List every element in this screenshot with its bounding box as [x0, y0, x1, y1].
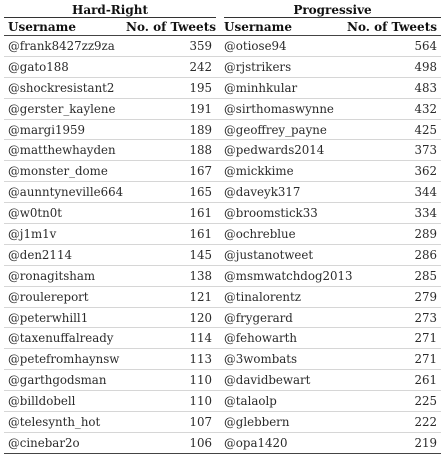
progressive-tweet-count: 271: [414, 352, 437, 367]
table-row: [4, 161, 441, 182]
table-body: [4, 36, 441, 454]
top-users-table: [4, 2, 441, 454]
group-header-hard-right: Hard-Right: [4, 2, 220, 18]
table-row: [4, 98, 441, 119]
hard-right-username: @gato188: [8, 59, 69, 74]
hard-right-username: @gerster_kaylene: [8, 101, 116, 116]
progressive-tweet-count: 344: [414, 185, 437, 200]
progressive-tweet-count: 279: [414, 289, 437, 304]
hard-right-tweet-count: 359: [189, 38, 212, 53]
hard-right-tweet-count: 161: [189, 226, 212, 241]
progressive-username: @otiose94: [224, 38, 287, 53]
progressive-tweet-count: 425: [414, 122, 437, 137]
progressive-username: @fehowarth: [224, 331, 297, 346]
progressive-username: @justanotweet: [224, 247, 314, 262]
table-row: [4, 391, 441, 412]
hard-right-tweet-count: 188: [189, 143, 212, 158]
hard-right-username: @roulereport: [8, 289, 89, 304]
progressive-username: @pedwards2014: [224, 143, 325, 158]
progressive-username: @opa1420: [224, 435, 288, 450]
progressive-username: @rjstrikers: [224, 59, 292, 74]
hard-right-tweet-count: 167: [189, 164, 212, 179]
table-row: [4, 412, 441, 433]
progressive-username: @glebbern: [224, 414, 290, 429]
hard-right-username: @cinebar2o: [8, 435, 80, 450]
table-row: [4, 140, 441, 161]
column-header-username-progressive: Username: [220, 18, 335, 36]
table-row: [4, 432, 441, 453]
hard-right-username: @matthewhayden: [8, 143, 116, 158]
table-row: [4, 265, 441, 286]
table-row: [4, 286, 441, 307]
progressive-username: @sirthomaswynne: [224, 101, 334, 116]
hard-right-tweet-count: 189: [189, 122, 212, 137]
hard-right-tweet-count: 195: [189, 80, 212, 95]
progressive-tweet-count: 273: [414, 310, 437, 325]
column-header-row: [4, 18, 441, 36]
hard-right-username: @garthgodsman: [8, 373, 107, 388]
progressive-tweet-count: 225: [414, 394, 437, 409]
hard-right-tweet-count: 120: [189, 310, 212, 325]
hard-right-username: @telesynth_hot: [8, 414, 101, 429]
table-row: [4, 36, 441, 57]
hard-right-username: @shockresistant2: [8, 80, 115, 95]
progressive-tweet-count: 362: [414, 164, 437, 179]
table-row: [4, 224, 441, 245]
progressive-tweet-count: 432: [414, 101, 437, 116]
hard-right-username: @aunntyneville664: [8, 185, 124, 200]
column-header-tweets-hard-right: No. of Tweets: [114, 18, 220, 36]
progressive-tweet-count: 271: [414, 331, 437, 346]
table-row: [4, 203, 441, 224]
table-row: [4, 182, 441, 203]
progressive-username: @minhkular: [224, 80, 298, 95]
hard-right-username: @frank8427zz9za: [8, 38, 115, 53]
hard-right-tweet-count: 110: [189, 373, 212, 388]
hard-right-tweet-count: 145: [189, 247, 212, 262]
hard-right-username: @margi1959: [8, 122, 86, 137]
table-row: [4, 77, 441, 98]
progressive-username: @talaolp: [224, 394, 277, 409]
table-row: [4, 244, 441, 265]
hard-right-tweet-count: 113: [189, 352, 212, 367]
progressive-tweet-count: 289: [414, 226, 437, 241]
table-row: [4, 56, 441, 77]
table-row: [4, 349, 441, 370]
progressive-username: @msmwatchdog2013: [224, 268, 353, 283]
table-row: [4, 370, 441, 391]
hard-right-tweet-count: 191: [189, 101, 212, 116]
hard-right-username: @petefromhaynsw: [8, 352, 120, 367]
hard-right-tweet-count: 165: [189, 185, 212, 200]
table-row: [4, 119, 441, 140]
hard-right-username: @taxenuffalready: [8, 331, 114, 346]
progressive-tweet-count: 564: [414, 38, 437, 53]
progressive-tweet-count: 286: [414, 247, 437, 262]
hard-right-username: @ronagitsham: [8, 268, 96, 283]
progressive-username: @geoffrey_payne: [224, 122, 327, 137]
hard-right-username: @peterwhill1: [8, 310, 89, 325]
hard-right-tweet-count: 114: [189, 331, 212, 346]
hard-right-tweet-count: 242: [189, 59, 212, 74]
progressive-username: @tinalorentz: [224, 289, 301, 304]
hard-right-tweet-count: 107: [189, 414, 212, 429]
progressive-tweet-count: 498: [414, 59, 437, 74]
hard-right-username: @monster_dome: [8, 164, 108, 179]
progressive-username: @frygerard: [224, 310, 293, 325]
hard-right-tweet-count: 110: [189, 394, 212, 409]
progressive-tweet-count: 222: [414, 414, 437, 429]
hard-right-tweet-count: 161: [189, 206, 212, 221]
progressive-username: @3wombats: [224, 352, 298, 367]
progressive-username: @mickkime: [224, 164, 294, 179]
hard-right-tweet-count: 138: [189, 268, 212, 283]
group-header-progressive: Progressive: [220, 2, 441, 18]
progressive-username: @broomstick33: [224, 206, 318, 221]
progressive-tweet-count: 373: [414, 143, 437, 158]
hard-right-tweet-count: 121: [189, 289, 212, 304]
hard-right-username: @den2114: [8, 247, 72, 262]
progressive-tweet-count: 219: [414, 435, 437, 450]
progressive-tweet-count: 334: [414, 206, 437, 221]
column-header-tweets-progressive: No. of Tweets: [335, 18, 441, 36]
progressive-tweet-count: 483: [414, 80, 437, 95]
hard-right-tweet-count: 106: [189, 435, 212, 450]
progressive-tweet-count: 285: [414, 268, 437, 283]
progressive-tweet-count: 261: [414, 373, 437, 388]
progressive-username: @davidbewart: [224, 373, 311, 388]
table-row: [4, 328, 441, 349]
hard-right-username: @j1m1v: [8, 226, 57, 241]
table-row: [4, 307, 441, 328]
hard-right-username: @w0tn0t: [8, 206, 62, 221]
column-header-username-hard-right: Username: [4, 18, 114, 36]
progressive-username: @ochreblue: [224, 226, 296, 241]
hard-right-username: @billdobell: [8, 394, 76, 409]
progressive-username: @daveyk317: [224, 185, 301, 200]
group-header-row: [4, 2, 441, 18]
